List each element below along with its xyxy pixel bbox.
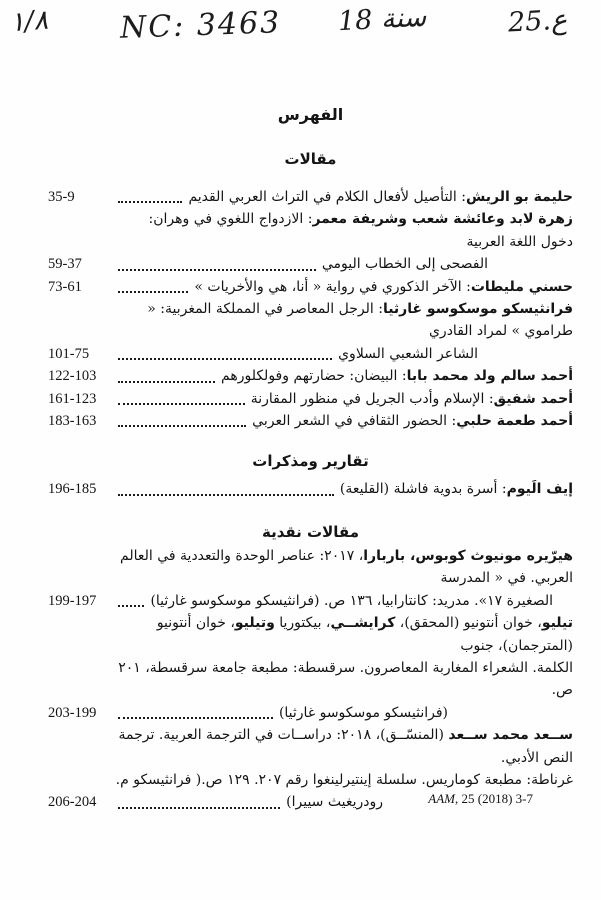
journal-footer-citation: AAM, 25 (2018) 3-7 bbox=[428, 791, 533, 806]
page-range: 122-103 bbox=[48, 368, 97, 385]
page-range: 203-199 bbox=[48, 704, 97, 721]
page-range: 59-37 bbox=[48, 256, 82, 273]
dot-leader bbox=[118, 494, 334, 496]
toc-entry bbox=[48, 186, 573, 208]
entry-text: حليمة بو الريش: التأصيل لأفعال الكلام في التراث العربي القديم bbox=[188, 189, 573, 205]
entry-text: غرناطة: مطبعة كوماريس. سلسلة إينتيرلينغوا رقم ٢٠٧. ١٢٩ ص.( فرانثيسكو م. bbox=[115, 771, 573, 788]
handwritten-fraction: ١/٨ bbox=[8, 4, 50, 39]
dot-leader bbox=[118, 381, 215, 383]
page-range: 35-9 bbox=[48, 189, 75, 205]
entry-text: رودريغيث سييرا) bbox=[286, 794, 383, 811]
dot-leader bbox=[118, 425, 246, 427]
entry-text: هيرّيره مونيوث كوبوس، باربارا، ٢٠١٧: عناصر الوحدة والتعددية في العالم العربي. في « المدرسة bbox=[120, 547, 573, 587]
dot-leader bbox=[118, 403, 245, 405]
toc-entry bbox=[48, 276, 573, 298]
entry-text: أحمد طعمة حلبي: الحضور الثقافي في الشعر العربي bbox=[252, 413, 573, 430]
entry-text: إيف الَيوم: أسرة بدوية فاشلة (القليعة) bbox=[339, 481, 573, 498]
entry-text: فرانثيسكو موسكوسو غارثيا: الرجل المعاصر في المملكة المغربية: « طراموي » لمراد القادري bbox=[147, 301, 573, 340]
entry-text: ســعد محمد ســعد (المنسّــق)، ٢٠١٨: دراســات في الترجمة العربية. ترجمة النص الأدبي. bbox=[118, 727, 573, 766]
page-range: 73-61 bbox=[48, 278, 82, 295]
toc-entry bbox=[48, 545, 573, 612]
section-heading-reports: تقارير ومذكرات bbox=[252, 452, 369, 471]
toc-entry bbox=[48, 410, 573, 432]
dot-leader bbox=[118, 201, 182, 203]
page-range: 161-123 bbox=[48, 390, 97, 407]
entry-text: تيليو، خوان أنتونيو (المحقق)، كرايشــي، بيكتوريا وتيليو، خوان أنتونيو (المترجمان)، جنوب bbox=[156, 615, 573, 654]
dot-leader bbox=[118, 605, 144, 607]
page-range: 196-185 bbox=[48, 481, 97, 498]
page-range: 183-163 bbox=[48, 413, 97, 430]
entry-text: الشاعر الشعبي السلاوي bbox=[338, 345, 478, 362]
dot-leader bbox=[118, 291, 188, 293]
entry-text: أحمد سالم ولد محمد بابا: البيضان: حضارتهم وفولكلورهم bbox=[221, 368, 573, 385]
entry-text: زهرة لابد وعائشة شعب وشريفة معمر: الازدواج اللغوي في وهران: دخول اللغة العربية bbox=[148, 211, 573, 250]
toc-entry bbox=[48, 612, 573, 724]
entry-text: الكلمة. الشعراء المغاربة المعاصرون. سرقسطة: مطبعة جامعة سرقسطة، ٢٠١ ص. bbox=[118, 659, 573, 699]
toc-entry bbox=[48, 478, 573, 500]
toc-entry bbox=[48, 365, 573, 387]
page-title: الفهرس bbox=[277, 105, 344, 124]
dot-leader bbox=[118, 807, 280, 809]
entry-text: حسني مليطات: الآخر الذكوري في رواية « أنا، هي والأخريات » bbox=[194, 278, 573, 295]
entry-text: (فرانثيسكو موسكوسو غارثيا) bbox=[278, 704, 448, 721]
page-range: 199-197 bbox=[48, 592, 97, 609]
table-of-contents bbox=[48, 104, 573, 814]
handwritten-issue-number: ع.25 bbox=[507, 4, 568, 39]
handwritten-date: سنة 18 bbox=[337, 1, 427, 38]
section-heading-articles: مقالات bbox=[284, 150, 337, 168]
toc-entry bbox=[48, 298, 573, 365]
page-range: 206-204 bbox=[48, 794, 97, 811]
entry-text: الصغيرة ١٧». مدريد: كانتارابيا، ١٣٦ ص. (فرانثيسكو موسكوسو غارثيا) bbox=[150, 592, 553, 609]
page-range: 101-75 bbox=[48, 345, 90, 362]
entry-text: الفصحى إلى الخطاب اليومي bbox=[321, 256, 488, 273]
section-heading-reviews: مقالات نقدية bbox=[261, 522, 359, 541]
toc-entry bbox=[48, 388, 573, 410]
dot-leader bbox=[118, 358, 332, 360]
entry-text: أحمد شفيق: الإسلام وأدب الجريل في منظور المقارنة bbox=[250, 390, 573, 407]
handwritten-nc-number: NC: 3463 bbox=[119, 5, 282, 46]
dot-leader bbox=[118, 269, 316, 271]
dot-leader bbox=[118, 717, 273, 719]
toc-entry bbox=[48, 208, 573, 275]
